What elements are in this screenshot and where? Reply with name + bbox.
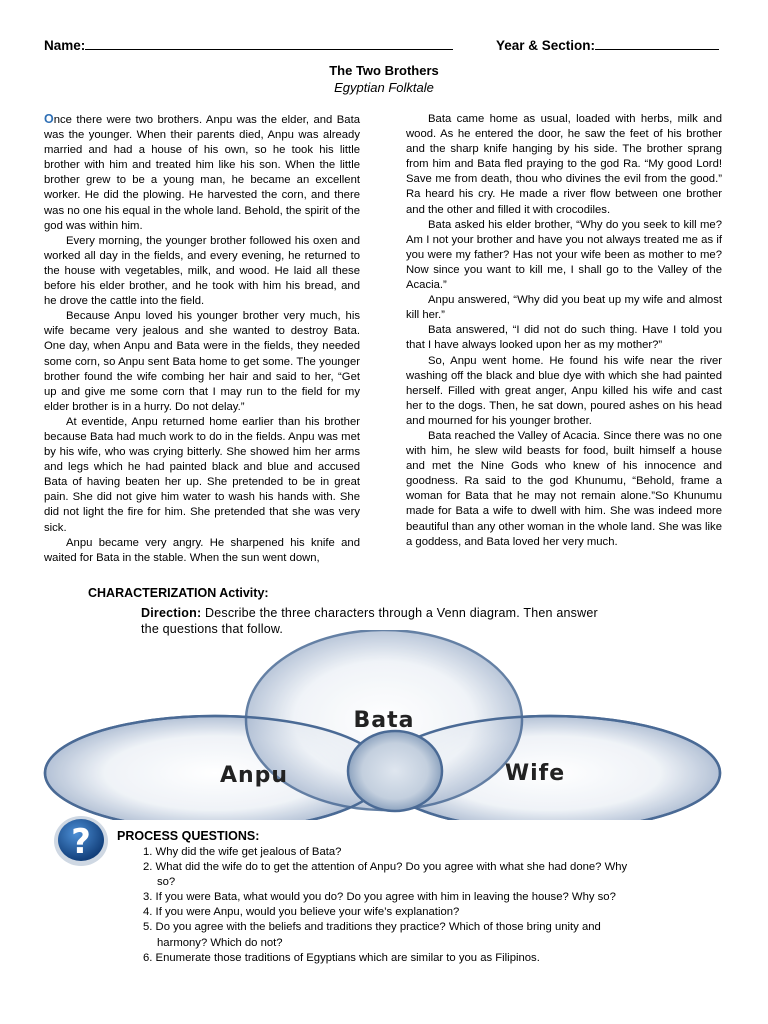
name-blank-line[interactable] xyxy=(85,37,453,50)
story-paragraph: Bata reached the Valley of Acacia. Since there was no one with him, he slew wild beasts for food, built himself a house and met the Nine Gods who knew of his innocence and goodness. Ra said to the god Khunumu, “Behold, frame a woman for Bata that he may not remain alone.”So Khunumu made for Bata a wife to dwell with him. She was indeed more beautiful than any other woman in the whole land. She was like a goddess, and Bata loved her very much. xyxy=(406,429,722,548)
venn-center-overlap xyxy=(348,731,442,811)
question-item: 3. If you were Bata, what would you do? Do you agree with him in leaving the house? Why so? xyxy=(143,891,616,904)
story-paragraph: Bata answered, “I did not do such thing. Have I told you that I have always looked upon her as my mother?” xyxy=(406,324,722,352)
year-section-field[interactable] xyxy=(496,37,719,53)
question-item: 6. Enumerate those traditions of Egyptians which are similar to you as Filipinos. xyxy=(143,951,540,964)
story-paragraph: Anpu answered, “Why did you beat up my wife and almost kill her.” xyxy=(406,294,722,322)
story-paragraph: So, Anpu went home. He found his wife near the river washing off the black and blue dye with which she had painted herself. Filled with great anger, Anpu killed his wife and cast her to the dogs. Then, he sat down, poured ashes on his head and mourned for his younger brother. xyxy=(406,354,722,427)
venn-label-bata: Bata xyxy=(353,708,415,733)
story-subtitle: Egyptian Folktale xyxy=(334,80,434,95)
year-section-label: Year & Section: xyxy=(496,38,596,53)
process-questions-title: PROCESS QUESTIONS: xyxy=(117,829,260,843)
story-title: The Two Brothers xyxy=(329,63,439,78)
story-paragraph: Anpu became very angry. He sharpened his knife and waited for Bata in the stable. When the sun went down, xyxy=(44,536,360,564)
story-paragraph: Because Anpu loved his younger brother very much, his wife became very jealous and she wanted to destroy Bata. One day, when Anpu and Bata were in the fields, they needed some corn, so Anpu sent Bata home to get some. The younger brother found the wife combing her hair and said to her, “Get up and give me some corn that I may run to the field for my elder brother is in a hurry. Do not delay.” xyxy=(44,310,360,413)
story-column-left xyxy=(44,112,360,566)
question-item: 1. Why did the wife get jealous of Bata? xyxy=(143,846,342,858)
question-item: 2. What did the wife do to get the attention of Anpu? Do you agree with what she had done? Why so? xyxy=(143,861,628,889)
process-questions-list xyxy=(134,845,634,966)
name-label: Name: xyxy=(44,38,86,53)
drop-cap: O xyxy=(44,112,54,126)
venn-diagram xyxy=(0,630,768,820)
question-item: 5. Do you agree with the beliefs and traditions they practice? Which of those bring unity and harmony? Which do not? xyxy=(143,921,601,949)
story-column-right xyxy=(406,112,722,550)
year-section-blank-line[interactable] xyxy=(595,37,719,50)
venn-label-anpu: Anpu xyxy=(219,763,289,788)
venn-label-wife: Wife xyxy=(504,761,566,786)
story-paragraph: Bata came home as usual, loaded with herbs, milk and wood. As he entered the door, he saw the feet of his brother and the sharp knife hanging by his side. The brother sprang from him and Bata fled praying to the god Ra. “My good Lord! Save me from death, thou who divines the evil from the good.” Ra heard his cry. He made a river flow between one brother and the other and filled it with crocodiles. xyxy=(406,113,722,216)
story-paragraph: Once there were two brothers. Anpu was the elder, and Bata was the younger. When their parents died, Anpu was already married and had a house of his own, so he took his little brother with him and treated him like his son. When the little brother grew to be a young man, he became an excellent worker. He did the plowing. He harvested the corn, and there was no one his equal in the whole land. Behold, the spirit of the god was within him. xyxy=(44,112,360,232)
story-paragraph: Every morning, the younger brother followed his oxen and worked all day in the fields, and every evening, he returned to the house with vegetables, milk, and wood. He laid all these before his elder brother, and he took with him his bread, and he drove the cattle into the field. xyxy=(44,234,360,308)
activity-title: CHARACTERIZATION Activity: xyxy=(88,586,269,600)
direction-text: Describe the three characters through a Venn diagram. Then answer the questions that follow. xyxy=(141,606,598,636)
name-field[interactable] xyxy=(44,37,453,53)
question-item: 4. If you were Anpu, would you believe your wife’s explanation? xyxy=(143,906,460,919)
story-paragraph: Bata asked his elder brother, “Why do you seek to kill me? Am I not your brother and have you not always treated me as if you were my father? Has not your wife been as mother to me? Now since you want to kill me, I shall go to the Valley of the Acacia.” xyxy=(406,218,722,292)
question-mark-icon xyxy=(52,814,110,868)
svg-text:?: ? xyxy=(71,822,91,862)
direction-label: Direction: xyxy=(141,606,202,620)
story-paragraph: At eventide, Anpu returned home earlier than his brother because Bata had much work to do in the fields. Anpu was met by his wife, who was crying bitterly. She showed him her arms and legs which he had painted black and blue and accused Bata of having beaten her up. She pretended to be in great pain. She did not give him water to wash his hands with. She did not light the fire for him. She pretended that she was very sick. xyxy=(44,415,360,534)
